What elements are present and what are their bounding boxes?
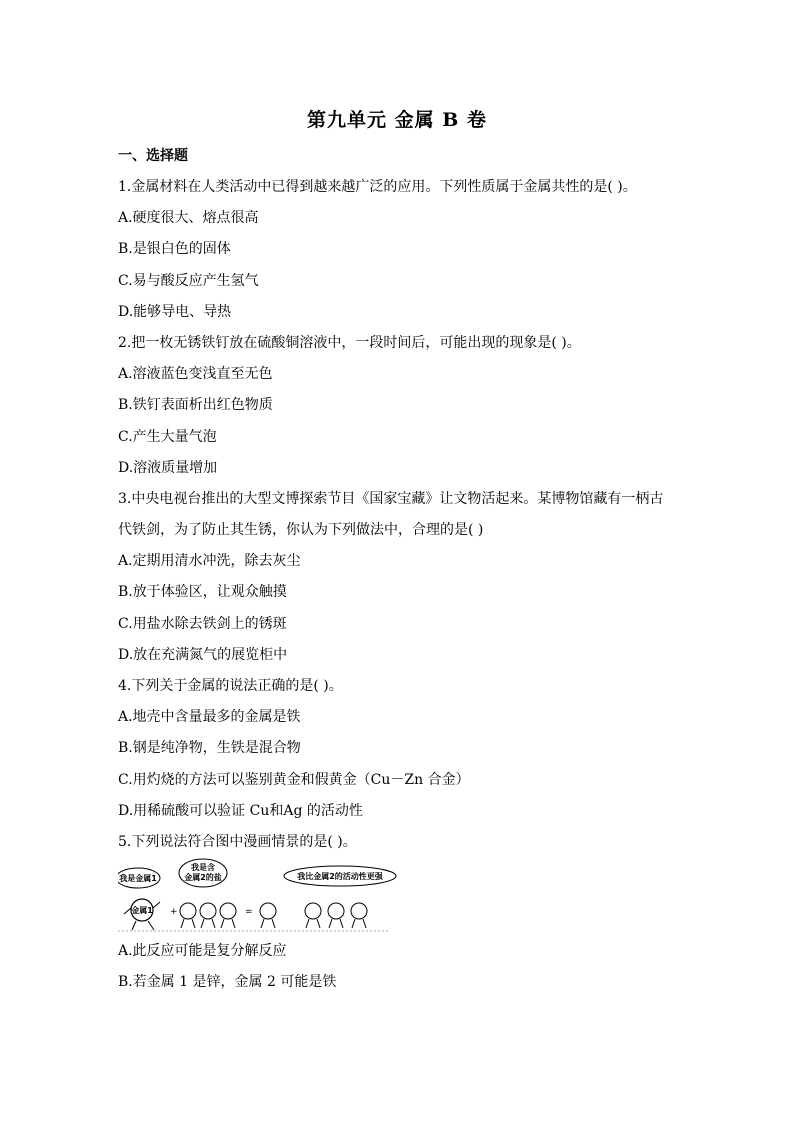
question-3-option-b: B.放于体验区，让观众触摸 xyxy=(118,584,287,601)
question-3-option-c: C.用盐水除去铁剑上的锈斑 xyxy=(118,615,287,632)
metal-1-label: 金属1 xyxy=(131,906,153,916)
question-2-option-b: B.铁钉表面析出红色物质 xyxy=(118,397,273,414)
bubble-3-text: 我比金属2的活动性更强 xyxy=(297,872,383,882)
question-1-option-a: A.硬度很大、熔点很高 xyxy=(118,210,259,227)
question-4-option-c: C.用灼烧的方法可以鉴别黄金和假黄金（Cu－Zn 合金） xyxy=(118,771,470,788)
metal-1-character xyxy=(124,899,160,930)
question-3-stem-line-1: 3.中央电视台推出的大型文博探索节目《国家宝藏》让文物活起来。某博物馆藏有一柄古 xyxy=(118,490,664,507)
plus-sign-icon: + xyxy=(170,907,178,918)
question-2-option-c: C.产生大量气泡 xyxy=(118,428,217,445)
question-4-option-a: A.地壳中含量最多的金属是铁 xyxy=(118,709,301,726)
section-heading: 一、选择题 xyxy=(118,148,188,164)
question-list xyxy=(118,172,688,999)
question-3-option-d: D.放在充满氮气的展览柜中 xyxy=(118,646,288,663)
product-characters xyxy=(118,903,388,931)
question-1-option-b: B.是银白色的固体 xyxy=(118,241,231,258)
question-5-option-b: B.若金属 1 是锌，金属 2 可能是铁 xyxy=(118,974,337,991)
page-title: 第九单元 金属 B 卷 xyxy=(307,109,487,131)
question-4-stem: 4.下列关于金属的说法正确的是( )。 xyxy=(118,678,343,694)
bubble-2-text-line-2: 金属2的盐 xyxy=(184,873,222,883)
question-2-option-a: A.溶液蓝色变浅直至无色 xyxy=(118,366,273,383)
question-2-stem: 2.把一枚无锈铁钉放在硫酸铜溶液中，一段时间后，可能出现的现象是( )。 xyxy=(118,334,581,351)
question-1-stem: 1.金属材料在人类活动中已得到越来越广泛的应用。下列性质属于金属共性的是( )。 xyxy=(118,179,637,195)
question-4-option-d: D.用稀硫酸可以验证 Cu和Ag 的活动性 xyxy=(118,802,363,819)
question-5-stem: 5.下列说法符合图中漫画情景的是( )。 xyxy=(118,833,357,850)
question-1-option-d: D.能够导电、导热 xyxy=(118,303,232,320)
equals-sign-icon: = xyxy=(245,907,253,918)
question-5-option-a: A.此反应可能是复分解反应 xyxy=(118,943,287,960)
bubble-1-text: 我是金属1 xyxy=(119,874,157,884)
question-4-option-b: B.钢是纯净物，生铁是混合物 xyxy=(118,740,301,757)
comic-illustration xyxy=(118,858,688,936)
comic-svg xyxy=(118,858,398,934)
question-2-option-d: D.溶液质量增加 xyxy=(118,459,218,476)
bubble-2-text-line-1: 我是含 xyxy=(191,863,215,873)
question-3-option-a: A.定期用清水冲洗，除去灰尘 xyxy=(118,553,301,570)
question-1-option-c: C.易与酸反应产生氢气 xyxy=(118,272,259,289)
question-3-stem-line-2: 代铁剑，为了防止其生锈，你认为下列做法中，合理的是( ) xyxy=(118,522,484,539)
salt-characters xyxy=(180,903,236,928)
